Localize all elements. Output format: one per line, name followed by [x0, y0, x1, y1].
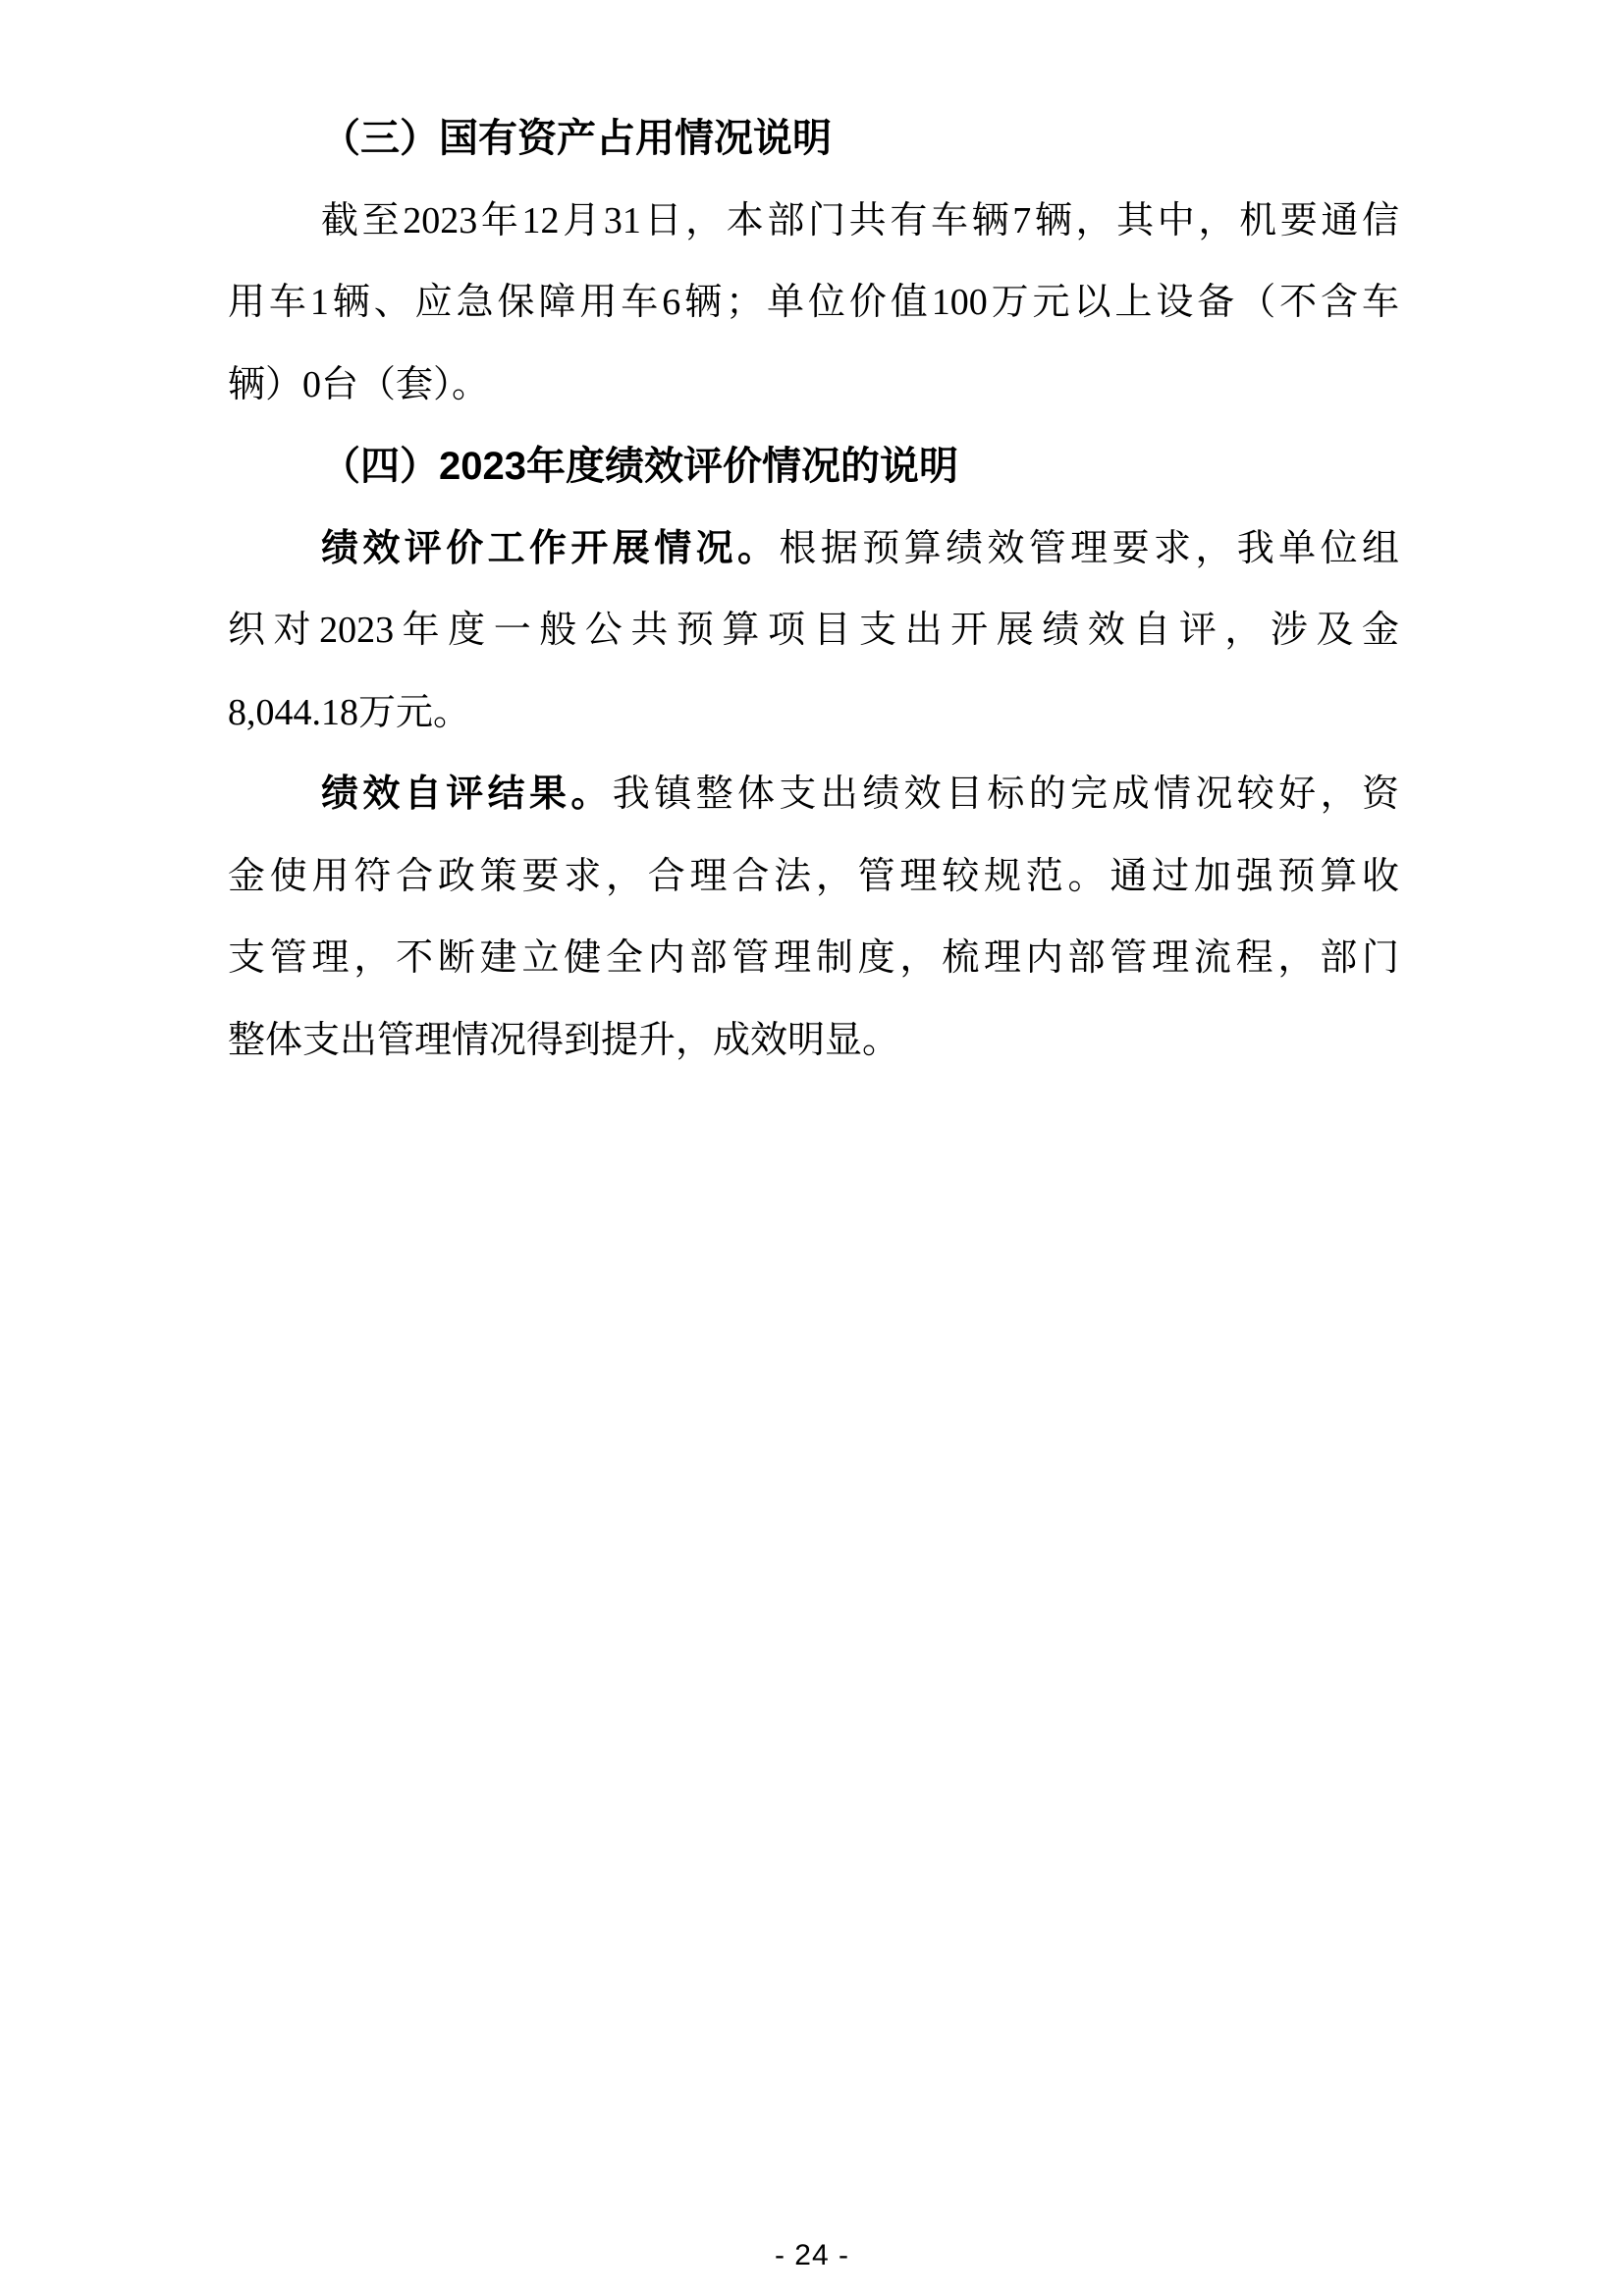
paragraph-line: 辆）0台（套）。 [228, 363, 490, 405]
paragraph-line [228, 508, 1399, 591]
paragraph-line: 用车1辆、应急保障用车6辆；单位价值100万元以上设备（不含车 [228, 282, 1399, 323]
paragraph-line: 金使用符合政策要求，合理合法，管理较规范。通过加强预算收 [228, 855, 1399, 897]
document-body [228, 98, 1399, 1082]
paragraph-line: 织对2023年度一般公共预算项目支出开展绩效自评，涉及金 [228, 610, 1399, 651]
paragraph-line: 整体支出管理情况得到提升，成效明显。 [228, 1019, 900, 1061]
paragraph-line: 支管理，不断建立健全内部管理制度，梳理内部管理流程，部门 [228, 937, 1399, 979]
paragraph-line [228, 754, 1399, 836]
section-heading-performance-evaluation: （四）2023年度绩效评价情况的说明 [321, 445, 958, 488]
bold-lead-evaluation-work: 绩效评价工作开展情况。 [321, 527, 780, 569]
line-text: 根据预算绩效管理要求，我单位组 [779, 527, 1399, 569]
paragraph-line: 8,044.18万元。 [228, 691, 471, 733]
section-heading-state-assets: （三）国有资产占用情况说明 [321, 117, 832, 160]
page-footer [0, 2239, 1624, 2272]
page-number: - 24 - [774, 2239, 850, 2271]
paragraph-line: 截至2023年12月31日，本部门共有车辆7辆，其中，机要通信 [321, 199, 1399, 241]
bold-lead-self-evaluation-result: 绩效自评结果。 [321, 774, 613, 815]
line-text: 我镇整体支出绩效目标的完成情况较好，资 [612, 774, 1399, 815]
